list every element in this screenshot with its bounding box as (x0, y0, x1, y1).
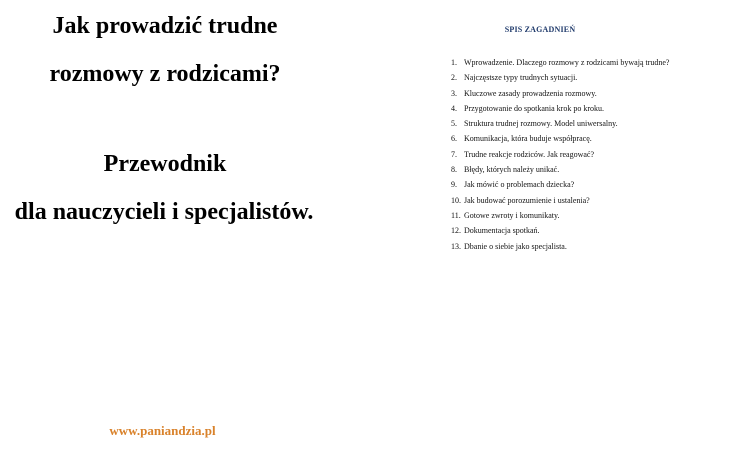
title-line-2: rozmowy z rodzicami? (49, 61, 281, 87)
toc-item-text: Gotowe zwroty i komunikaty. (464, 210, 560, 220)
toc-item-text: Komunikacja, która buduje współpracę. (464, 134, 592, 144)
toc-item-number: 3. (451, 88, 457, 98)
toc-item-number: 7. (451, 149, 457, 159)
toc-item (451, 239, 669, 254)
toc-item (451, 177, 669, 192)
toc-page (375, 0, 750, 464)
toc-item (451, 101, 669, 116)
subtitle-line-1: Przewodnik (103, 151, 227, 177)
toc-item (451, 147, 669, 162)
toc-item-text: Dokumentacja spotkań. (464, 226, 540, 236)
toc-item-number: 6. (451, 134, 457, 144)
toc-item (451, 86, 669, 101)
toc-item-number: 2. (451, 73, 457, 83)
toc-item-number: 11. (451, 210, 461, 220)
toc-item-number: 13. (451, 241, 461, 251)
toc-item-number: 12. (451, 226, 461, 236)
website-link[interactable]: www.paniandzia.pl (109, 423, 216, 438)
toc-item (451, 70, 669, 85)
toc-item-text: Jak mówić o problemach dziecka? (464, 180, 575, 190)
toc-item (451, 131, 669, 146)
toc-item-text: Błędy, których należy unikać. (464, 165, 560, 175)
toc-item-number: 8. (451, 165, 457, 175)
toc-item-text: Struktura trudnej rozmowy. Model uniwersalny. (464, 119, 618, 129)
toc-item-text: Dbanie o siebie jako specjalista. (464, 241, 567, 251)
toc-item-text: Trudne reakcje rodziców. Jak reagować? (464, 149, 595, 159)
toc-item-text: Wprowadzenie. Dlaczego rozmowy z rodzicami bywają trudne? (464, 58, 670, 67)
toc-item-number: 9. (451, 180, 457, 190)
toc-item-number: 5. (451, 119, 457, 129)
toc-item (451, 223, 669, 238)
toc-heading: SPIS ZAGADNIEŃ (504, 25, 576, 34)
toc-item (451, 208, 669, 223)
title-line-1: Jak prowadzić trudne (52, 13, 278, 39)
toc-item-number: 4. (451, 103, 457, 113)
toc-item (451, 55, 669, 70)
toc-item-number: 10. (451, 195, 461, 205)
toc-item-number: 1. (451, 58, 457, 67)
toc-item (451, 162, 669, 177)
toc-item (451, 193, 669, 208)
subtitle-line-2: dla nauczycieli i specjalistów. (14, 199, 314, 225)
toc-item-text: Najczęstsze typy trudnych sytuacji. (464, 73, 578, 83)
toc-item (451, 116, 669, 131)
toc-item-text: Przygotowanie do spotkania krok po kroku. (464, 103, 604, 113)
toc-item-text: Jak budować porozumienie i ustalenia? (464, 195, 590, 205)
toc-item-text: Kluczowe zasady prowadzenia rozmowy. (464, 88, 597, 98)
toc-list (451, 55, 669, 254)
